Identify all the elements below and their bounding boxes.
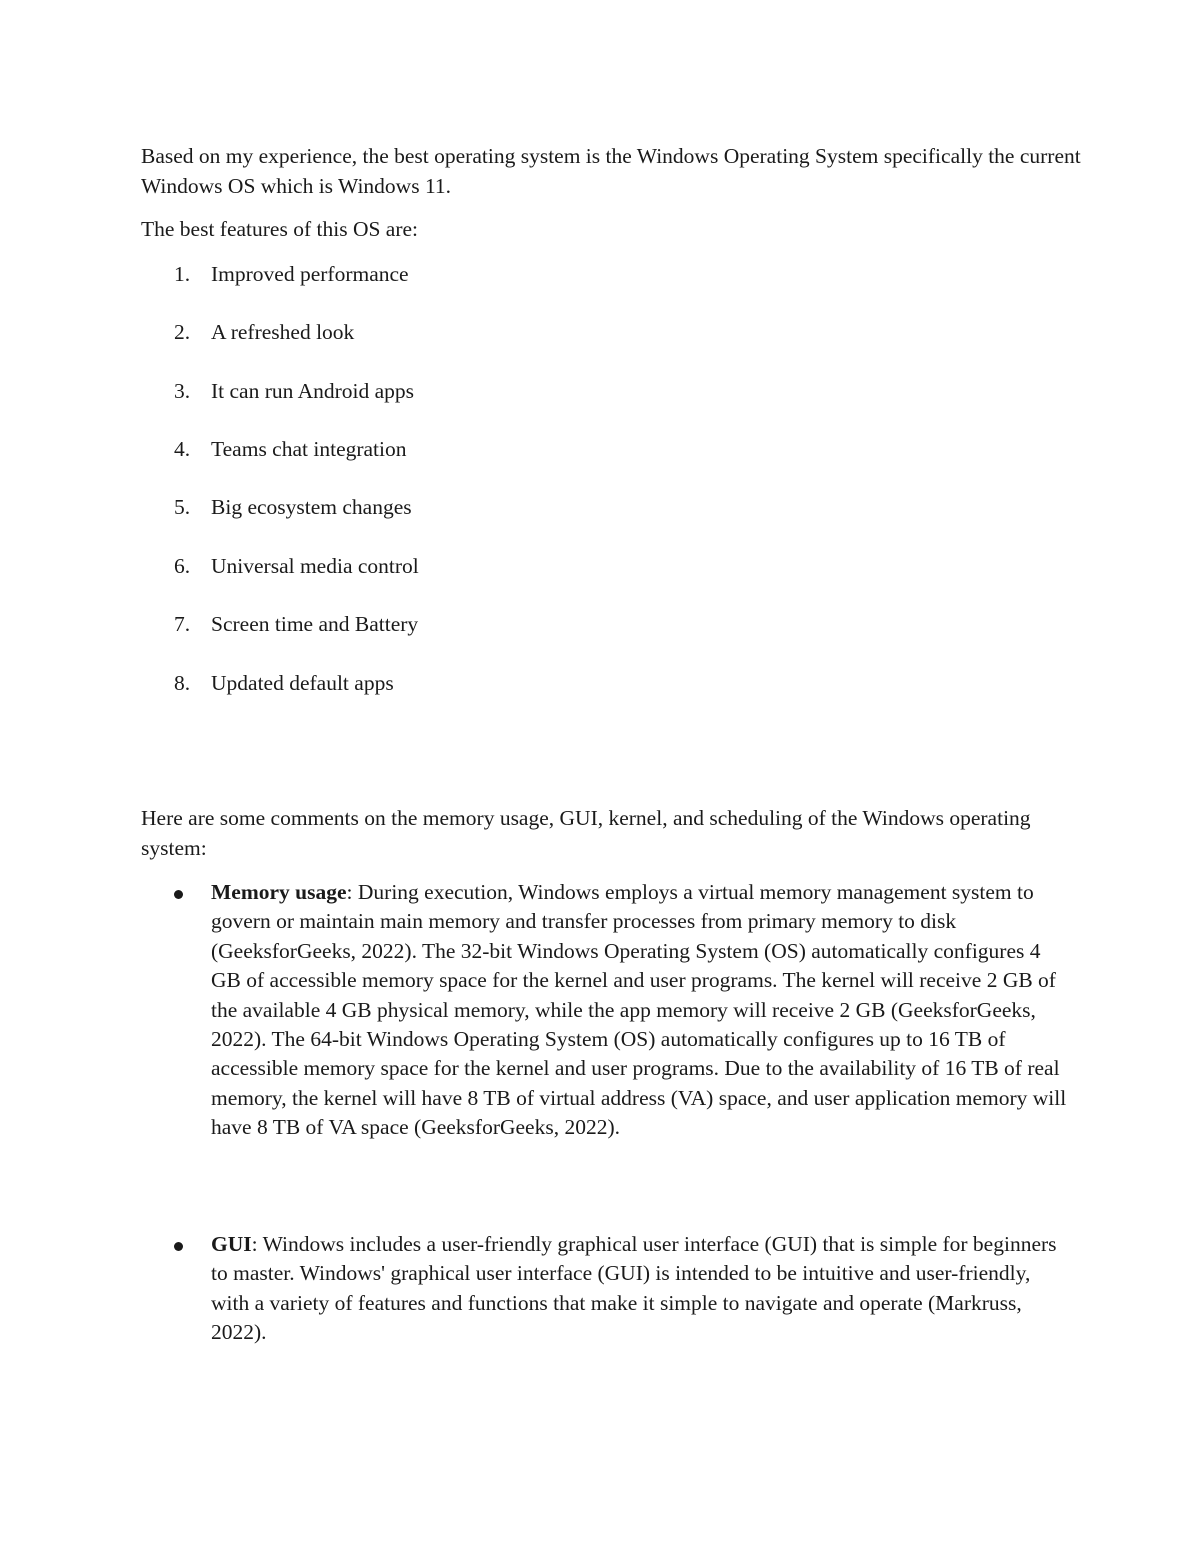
features-lead: The best features of this OS are: bbox=[141, 217, 419, 241]
list-item-label: Universal media control bbox=[211, 554, 419, 578]
list-item-number: 4. bbox=[174, 437, 191, 461]
bullet-text: : Windows includes a user-friendly graphical user interface (GUI) that is simple for beginners to master. Windows' graphical user interface (GUI) is intended to be intuitive and user-friendly, with a variety of features and functions that make it simple to navigate and operate (Markruss, 2022). bbox=[211, 1232, 1057, 1345]
list-item-label: Updated default apps bbox=[211, 671, 394, 695]
list-item-label: Teams chat integration bbox=[211, 437, 407, 461]
bullet-dot-icon bbox=[174, 890, 183, 899]
bullet-body bbox=[211, 1230, 1071, 1348]
list-item-number: 6. bbox=[174, 554, 191, 578]
list-item-number: 7. bbox=[174, 612, 191, 636]
list-item-label: Big ecosystem changes bbox=[211, 495, 412, 519]
list-item-number: 3. bbox=[174, 379, 191, 403]
list-item-number: 8. bbox=[174, 671, 191, 695]
list-item-label: A refreshed look bbox=[211, 320, 355, 344]
list-item-label: Screen time and Battery bbox=[211, 612, 419, 636]
list-item-label: Improved performance bbox=[211, 262, 409, 286]
list-item-number: 1. bbox=[174, 262, 191, 286]
list-item-number: 2. bbox=[174, 320, 191, 344]
bullet-dot-icon bbox=[174, 1242, 183, 1251]
list-item-label: It can run Android apps bbox=[211, 379, 415, 403]
comments-lead: Here are some comments on the memory usage, GUI, kernel, and scheduling of the Windows operating system: bbox=[141, 806, 1031, 860]
bullet-term: GUI bbox=[211, 1232, 252, 1256]
bullet-body bbox=[211, 878, 1071, 1143]
list-item-number: 5. bbox=[174, 495, 191, 519]
intro-paragraph: Based on my experience, the best operating system is the Windows Operating System specifically the current Windows OS which is Windows 11. bbox=[141, 144, 1081, 198]
bullet-text: : During execution, Windows employs a virtual memory management system to govern or maintain main memory and transfer processes from primary memory to disk (GeeksforGeeks, 2022). The 32-bit Windows Operating System (OS) automatically configures 4 GB of accessible memory space for the kernel and user programs. The kernel will receive 2 GB of the available 4 GB physical memory, while the app memory will receive 2 GB (GeeksforGeeks, 2022). The 64-bit Windows Operating System (OS) automatically configures up to 16 TB of accessible memory space for the kernel and user programs. Due to the availability of 16 TB of real memory, the kernel will have 8 TB of virtual address (VA) space, and user application memory will have 8 TB of VA space (GeeksforGeeks, 2022). bbox=[211, 880, 1067, 1140]
bullet-term: Memory usage bbox=[211, 880, 347, 904]
